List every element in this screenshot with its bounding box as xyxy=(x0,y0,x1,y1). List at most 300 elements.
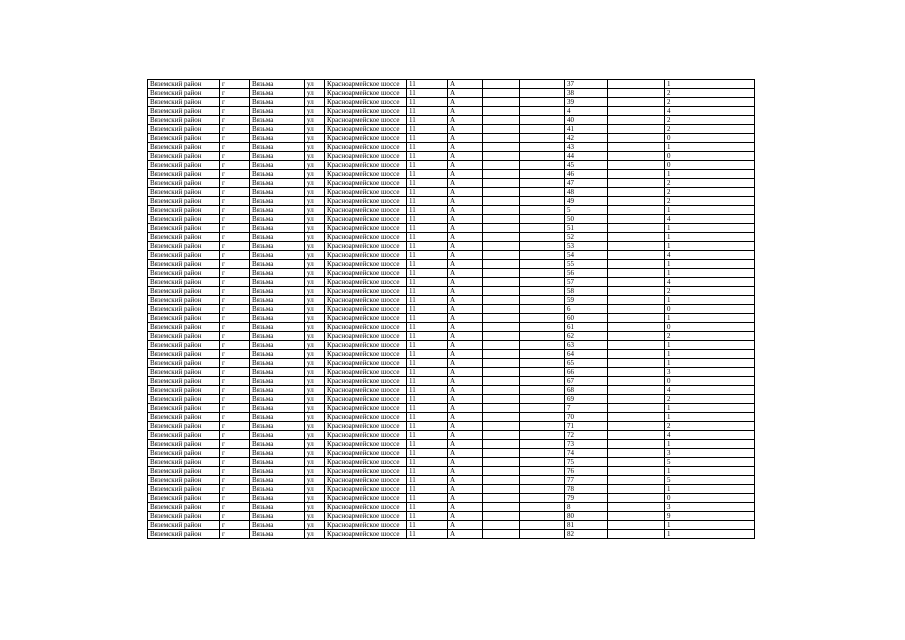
locality-type-cell: г xyxy=(220,512,250,521)
apartment-cell: 77 xyxy=(565,476,608,485)
blank-cell-3 xyxy=(608,485,665,494)
table-row xyxy=(148,89,755,98)
street-cell: Красноармейское шоссе xyxy=(325,134,407,143)
locality-type-cell: г xyxy=(220,530,250,539)
street-cell: Красноармейское шоссе xyxy=(325,305,407,314)
blank-cell-1 xyxy=(483,197,520,206)
house-cell: 11 xyxy=(407,224,448,233)
district-cell: Вяземский район xyxy=(148,278,220,287)
street-type-cell: ул xyxy=(305,503,325,512)
blank-cell-3 xyxy=(608,224,665,233)
blank-cell-2 xyxy=(520,368,565,377)
street-cell: Красноармейское шоссе xyxy=(325,440,407,449)
district-cell: Вяземский район xyxy=(148,80,220,89)
street-cell: Красноармейское шоссе xyxy=(325,179,407,188)
street-cell: Красноармейское шоссе xyxy=(325,476,407,485)
blank-cell-1 xyxy=(483,179,520,188)
house-cell: 11 xyxy=(407,161,448,170)
blank-cell-2 xyxy=(520,251,565,260)
blank-cell-3 xyxy=(608,287,665,296)
blank-cell-2 xyxy=(520,179,565,188)
street-type-cell: ул xyxy=(305,476,325,485)
blank-cell-1 xyxy=(483,521,520,530)
blank-cell-1 xyxy=(483,233,520,242)
count-cell: 2 xyxy=(665,422,755,431)
street-type-cell: ул xyxy=(305,422,325,431)
blank-cell-1 xyxy=(483,161,520,170)
blank-cell-3 xyxy=(608,422,665,431)
blank-cell-1 xyxy=(483,386,520,395)
building-cell: А xyxy=(448,368,483,377)
locality-cell: Вязьма xyxy=(250,431,305,440)
table-row xyxy=(148,485,755,494)
blank-cell-1 xyxy=(483,323,520,332)
house-cell: 11 xyxy=(407,440,448,449)
count-cell: 0 xyxy=(665,134,755,143)
street-cell: Красноармейское шоссе xyxy=(325,224,407,233)
district-cell: Вяземский район xyxy=(148,170,220,179)
apartment-cell: 8 xyxy=(565,503,608,512)
apartment-cell: 43 xyxy=(565,143,608,152)
blank-cell-3 xyxy=(608,350,665,359)
building-cell: А xyxy=(448,521,483,530)
district-cell: Вяземский район xyxy=(148,512,220,521)
count-cell: 1 xyxy=(665,467,755,476)
street-type-cell: ул xyxy=(305,323,325,332)
blank-cell-3 xyxy=(608,296,665,305)
apartment-cell: 54 xyxy=(565,251,608,260)
table-row xyxy=(148,413,755,422)
building-cell: А xyxy=(448,494,483,503)
locality-type-cell: г xyxy=(220,179,250,188)
locality-cell: Вязьма xyxy=(250,224,305,233)
locality-type-cell: г xyxy=(220,341,250,350)
blank-cell-3 xyxy=(608,530,665,539)
blank-cell-2 xyxy=(520,269,565,278)
table-row xyxy=(148,179,755,188)
locality-type-cell: г xyxy=(220,161,250,170)
locality-cell: Вязьма xyxy=(250,422,305,431)
blank-cell-2 xyxy=(520,476,565,485)
locality-type-cell: г xyxy=(220,386,250,395)
building-cell: А xyxy=(448,80,483,89)
blank-cell-3 xyxy=(608,341,665,350)
locality-type-cell: г xyxy=(220,125,250,134)
locality-cell: Вязьма xyxy=(250,305,305,314)
blank-cell-2 xyxy=(520,341,565,350)
locality-cell: Вязьма xyxy=(250,341,305,350)
locality-type-cell: г xyxy=(220,197,250,206)
locality-cell: Вязьма xyxy=(250,512,305,521)
house-cell: 11 xyxy=(407,422,448,431)
house-cell: 11 xyxy=(407,278,448,287)
district-cell: Вяземский район xyxy=(148,287,220,296)
blank-cell-2 xyxy=(520,161,565,170)
count-cell: 1 xyxy=(665,269,755,278)
house-cell: 11 xyxy=(407,395,448,404)
locality-type-cell: г xyxy=(220,233,250,242)
blank-cell-3 xyxy=(608,440,665,449)
blank-cell-3 xyxy=(608,269,665,278)
blank-cell-3 xyxy=(608,359,665,368)
blank-cell-2 xyxy=(520,431,565,440)
blank-cell-1 xyxy=(483,368,520,377)
district-cell: Вяземский район xyxy=(148,197,220,206)
table-row xyxy=(148,206,755,215)
table-row xyxy=(148,476,755,485)
blank-cell-2 xyxy=(520,305,565,314)
apartment-cell: 60 xyxy=(565,314,608,323)
table-row xyxy=(148,116,755,125)
blank-cell-3 xyxy=(608,458,665,467)
table-row xyxy=(148,98,755,107)
street-cell: Красноармейское шоссе xyxy=(325,458,407,467)
locality-cell: Вязьма xyxy=(250,80,305,89)
count-cell: 2 xyxy=(665,197,755,206)
locality-type-cell: г xyxy=(220,521,250,530)
street-cell: Красноармейское шоссе xyxy=(325,206,407,215)
street-type-cell: ул xyxy=(305,305,325,314)
locality-cell: Вязьма xyxy=(250,206,305,215)
house-cell: 11 xyxy=(407,521,448,530)
count-cell: 0 xyxy=(665,377,755,386)
street-type-cell: ул xyxy=(305,359,325,368)
building-cell: А xyxy=(448,305,483,314)
street-type-cell: ул xyxy=(305,170,325,179)
district-cell: Вяземский район xyxy=(148,98,220,107)
blank-cell-2 xyxy=(520,143,565,152)
street-cell: Красноармейское шоссе xyxy=(325,467,407,476)
building-cell: А xyxy=(448,476,483,485)
district-cell: Вяземский район xyxy=(148,476,220,485)
locality-type-cell: г xyxy=(220,431,250,440)
table-body xyxy=(148,80,755,539)
blank-cell-2 xyxy=(520,116,565,125)
count-cell: 2 xyxy=(665,116,755,125)
street-type-cell: ул xyxy=(305,521,325,530)
house-cell: 11 xyxy=(407,143,448,152)
locality-type-cell: г xyxy=(220,368,250,377)
apartment-cell: 45 xyxy=(565,161,608,170)
locality-cell: Вязьма xyxy=(250,170,305,179)
street-type-cell: ул xyxy=(305,431,325,440)
apartment-cell: 80 xyxy=(565,512,608,521)
street-cell: Красноармейское шоссе xyxy=(325,350,407,359)
locality-type-cell: г xyxy=(220,404,250,413)
blank-cell-1 xyxy=(483,332,520,341)
locality-cell: Вязьма xyxy=(250,467,305,476)
count-cell: 2 xyxy=(665,332,755,341)
building-cell: А xyxy=(448,377,483,386)
locality-cell: Вязьма xyxy=(250,233,305,242)
building-cell: А xyxy=(448,143,483,152)
apartment-cell: 41 xyxy=(565,125,608,134)
house-cell: 11 xyxy=(407,233,448,242)
district-cell: Вяземский район xyxy=(148,386,220,395)
building-cell: А xyxy=(448,89,483,98)
locality-type-cell: г xyxy=(220,359,250,368)
district-cell: Вяземский район xyxy=(148,341,220,350)
district-cell: Вяземский район xyxy=(148,521,220,530)
building-cell: А xyxy=(448,467,483,476)
locality-cell: Вязьма xyxy=(250,125,305,134)
street-type-cell: ул xyxy=(305,152,325,161)
building-cell: А xyxy=(448,152,483,161)
apartment-cell: 65 xyxy=(565,359,608,368)
street-cell: Красноармейское шоссе xyxy=(325,341,407,350)
street-cell: Красноармейское шоссе xyxy=(325,161,407,170)
building-cell: А xyxy=(448,440,483,449)
house-cell: 11 xyxy=(407,476,448,485)
locality-type-cell: г xyxy=(220,458,250,467)
blank-cell-2 xyxy=(520,197,565,206)
street-cell: Красноармейское шоссе xyxy=(325,296,407,305)
table-row xyxy=(148,503,755,512)
apartment-cell: 4 xyxy=(565,107,608,116)
district-cell: Вяземский район xyxy=(148,125,220,134)
house-cell: 11 xyxy=(407,251,448,260)
building-cell: А xyxy=(448,413,483,422)
blank-cell-3 xyxy=(608,521,665,530)
blank-cell-3 xyxy=(608,188,665,197)
street-cell: Красноармейское шоссе xyxy=(325,260,407,269)
count-cell: 1 xyxy=(665,296,755,305)
street-type-cell: ул xyxy=(305,215,325,224)
blank-cell-2 xyxy=(520,521,565,530)
blank-cell-1 xyxy=(483,449,520,458)
locality-type-cell: г xyxy=(220,287,250,296)
house-cell: 11 xyxy=(407,512,448,521)
table-row xyxy=(148,152,755,161)
building-cell: А xyxy=(448,206,483,215)
building-cell: А xyxy=(448,269,483,278)
district-cell: Вяземский район xyxy=(148,233,220,242)
district-cell: Вяземский район xyxy=(148,224,220,233)
house-cell: 11 xyxy=(407,467,448,476)
building-cell: А xyxy=(448,233,483,242)
blank-cell-1 xyxy=(483,188,520,197)
locality-cell: Вязьма xyxy=(250,197,305,206)
count-cell: 3 xyxy=(665,503,755,512)
count-cell: 0 xyxy=(665,494,755,503)
locality-type-cell: г xyxy=(220,206,250,215)
apartment-cell: 6 xyxy=(565,305,608,314)
blank-cell-1 xyxy=(483,440,520,449)
apartment-cell: 42 xyxy=(565,134,608,143)
count-cell: 5 xyxy=(665,476,755,485)
building-cell: А xyxy=(448,332,483,341)
house-cell: 11 xyxy=(407,215,448,224)
apartment-cell: 57 xyxy=(565,278,608,287)
street-type-cell: ул xyxy=(305,449,325,458)
table-row xyxy=(148,251,755,260)
locality-cell: Вязьма xyxy=(250,332,305,341)
district-cell: Вяземский район xyxy=(148,440,220,449)
locality-cell: Вязьма xyxy=(250,521,305,530)
locality-type-cell: г xyxy=(220,107,250,116)
blank-cell-1 xyxy=(483,476,520,485)
locality-type-cell: г xyxy=(220,152,250,161)
blank-cell-1 xyxy=(483,278,520,287)
apartment-cell: 59 xyxy=(565,296,608,305)
table-row xyxy=(148,521,755,530)
district-cell: Вяземский район xyxy=(148,503,220,512)
blank-cell-1 xyxy=(483,305,520,314)
house-cell: 11 xyxy=(407,242,448,251)
building-cell: А xyxy=(448,125,483,134)
table-row xyxy=(148,332,755,341)
count-cell: 1 xyxy=(665,260,755,269)
building-cell: А xyxy=(448,386,483,395)
count-cell: 4 xyxy=(665,107,755,116)
table-row xyxy=(148,215,755,224)
street-type-cell: ул xyxy=(305,188,325,197)
street-type-cell: ул xyxy=(305,494,325,503)
apartment-cell: 39 xyxy=(565,98,608,107)
street-type-cell: ул xyxy=(305,161,325,170)
house-cell: 11 xyxy=(407,413,448,422)
blank-cell-2 xyxy=(520,359,565,368)
blank-cell-3 xyxy=(608,98,665,107)
blank-cell-1 xyxy=(483,89,520,98)
building-cell: А xyxy=(448,278,483,287)
blank-cell-1 xyxy=(483,260,520,269)
apartment-cell: 44 xyxy=(565,152,608,161)
street-cell: Красноармейское шоссе xyxy=(325,143,407,152)
apartment-cell: 78 xyxy=(565,485,608,494)
count-cell: 0 xyxy=(665,152,755,161)
blank-cell-1 xyxy=(483,377,520,386)
table-row xyxy=(148,143,755,152)
building-cell: А xyxy=(448,449,483,458)
locality-type-cell: г xyxy=(220,296,250,305)
count-cell: 1 xyxy=(665,530,755,539)
house-cell: 11 xyxy=(407,170,448,179)
table-row xyxy=(148,530,755,539)
count-cell: 1 xyxy=(665,170,755,179)
blank-cell-1 xyxy=(483,116,520,125)
blank-cell-2 xyxy=(520,260,565,269)
table-row xyxy=(148,359,755,368)
district-cell: Вяземский район xyxy=(148,188,220,197)
blank-cell-1 xyxy=(483,296,520,305)
district-cell: Вяземский район xyxy=(148,305,220,314)
blank-cell-2 xyxy=(520,503,565,512)
locality-type-cell: г xyxy=(220,170,250,179)
street-cell: Красноармейское шоссе xyxy=(325,287,407,296)
street-type-cell: ул xyxy=(305,224,325,233)
locality-cell: Вязьма xyxy=(250,269,305,278)
blank-cell-1 xyxy=(483,404,520,413)
table-row xyxy=(148,161,755,170)
apartment-cell: 68 xyxy=(565,386,608,395)
table-row xyxy=(148,278,755,287)
locality-cell: Вязьма xyxy=(250,98,305,107)
house-cell: 11 xyxy=(407,107,448,116)
apartment-cell: 5 xyxy=(565,206,608,215)
blank-cell-3 xyxy=(608,251,665,260)
blank-cell-3 xyxy=(608,494,665,503)
apartment-cell: 50 xyxy=(565,215,608,224)
street-cell: Красноармейское шоссе xyxy=(325,215,407,224)
blank-cell-2 xyxy=(520,458,565,467)
table-row xyxy=(148,377,755,386)
blank-cell-1 xyxy=(483,152,520,161)
blank-cell-3 xyxy=(608,314,665,323)
blank-cell-2 xyxy=(520,152,565,161)
locality-type-cell: г xyxy=(220,494,250,503)
building-cell: А xyxy=(448,323,483,332)
building-cell: А xyxy=(448,107,483,116)
building-cell: А xyxy=(448,296,483,305)
table-row xyxy=(148,422,755,431)
house-cell: 11 xyxy=(407,287,448,296)
street-cell: Красноармейское шоссе xyxy=(325,269,407,278)
building-cell: А xyxy=(448,287,483,296)
district-cell: Вяземский район xyxy=(148,413,220,422)
blank-cell-2 xyxy=(520,134,565,143)
street-type-cell: ул xyxy=(305,260,325,269)
blank-cell-3 xyxy=(608,377,665,386)
locality-cell: Вязьма xyxy=(250,449,305,458)
blank-cell-1 xyxy=(483,287,520,296)
blank-cell-1 xyxy=(483,134,520,143)
blank-cell-1 xyxy=(483,206,520,215)
house-cell: 11 xyxy=(407,89,448,98)
locality-type-cell: г xyxy=(220,143,250,152)
district-cell: Вяземский район xyxy=(148,422,220,431)
blank-cell-3 xyxy=(608,215,665,224)
street-type-cell: ул xyxy=(305,269,325,278)
street-type-cell: ул xyxy=(305,440,325,449)
street-type-cell: ул xyxy=(305,341,325,350)
street-type-cell: ул xyxy=(305,413,325,422)
table-row xyxy=(148,494,755,503)
blank-cell-2 xyxy=(520,125,565,134)
blank-cell-3 xyxy=(608,305,665,314)
blank-cell-1 xyxy=(483,107,520,116)
house-cell: 11 xyxy=(407,179,448,188)
district-cell: Вяземский район xyxy=(148,260,220,269)
blank-cell-2 xyxy=(520,395,565,404)
street-cell: Красноармейское шоссе xyxy=(325,404,407,413)
locality-cell: Вязьма xyxy=(250,251,305,260)
blank-cell-2 xyxy=(520,224,565,233)
blank-cell-1 xyxy=(483,458,520,467)
building-cell: А xyxy=(448,503,483,512)
house-cell: 11 xyxy=(407,269,448,278)
blank-cell-1 xyxy=(483,80,520,89)
blank-cell-1 xyxy=(483,485,520,494)
house-cell: 11 xyxy=(407,431,448,440)
locality-cell: Вязьма xyxy=(250,413,305,422)
street-cell: Красноармейское шоссе xyxy=(325,170,407,179)
street-cell: Красноармейское шоссе xyxy=(325,413,407,422)
table-row xyxy=(148,242,755,251)
street-type-cell: ул xyxy=(305,242,325,251)
blank-cell-2 xyxy=(520,89,565,98)
count-cell: 4 xyxy=(665,431,755,440)
locality-cell: Вязьма xyxy=(250,494,305,503)
district-cell: Вяземский район xyxy=(148,359,220,368)
count-cell: 2 xyxy=(665,125,755,134)
blank-cell-1 xyxy=(483,467,520,476)
building-cell: А xyxy=(448,215,483,224)
locality-cell: Вязьма xyxy=(250,503,305,512)
locality-cell: Вязьма xyxy=(250,143,305,152)
street-type-cell: ул xyxy=(305,143,325,152)
street-type-cell: ул xyxy=(305,197,325,206)
